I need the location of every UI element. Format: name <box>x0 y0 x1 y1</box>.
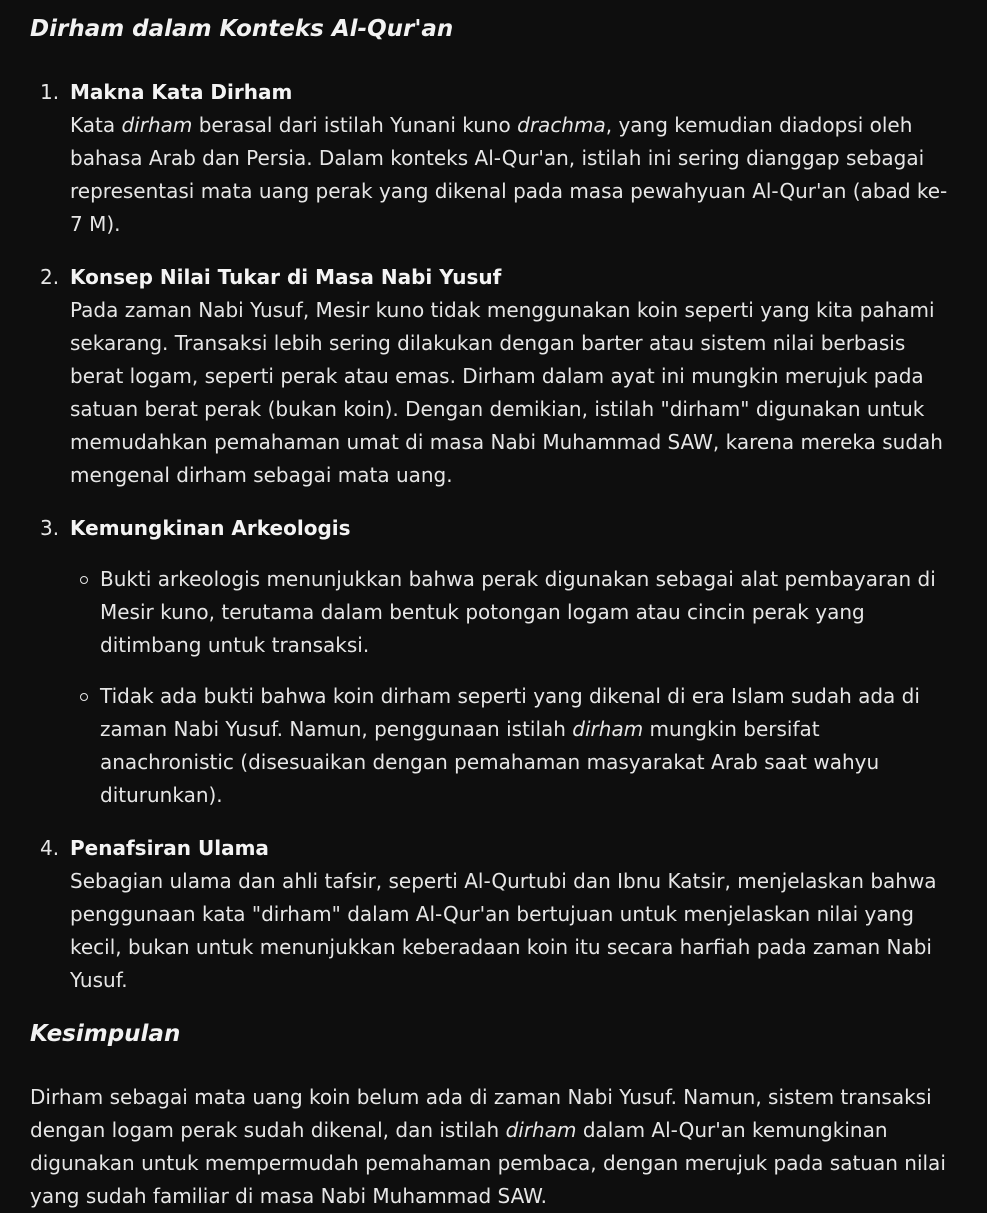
list-number: 1. <box>40 80 60 104</box>
italic-term: dirham <box>505 1118 577 1142</box>
numbered-list <box>30 76 957 997</box>
bullet-list <box>70 563 957 812</box>
italic-term: dirham <box>121 113 193 137</box>
hollow-bullet-icon <box>80 576 88 584</box>
text-run: dalam Al-Qur'an kemungkinan digunakan untuk mempermudah pemahaman pembaca, dengan merujuk pada satuan nilai yang sudah familiar di masa Nabi Muhammad SAW. <box>30 1118 946 1208</box>
italic-term: dirham <box>572 717 644 741</box>
list-item-3 <box>30 512 957 812</box>
item-text: Pada zaman Nabi Yusuf, Mesir kuno tidak menggunakan koin seperti yang kita pahami sekarang. Transaksi lebih sering dilakukan dengan barter atau sistem nilai berbasis berat logam, seperti perak atau emas. Dirham dalam ayat ini mungkin merujuk pada satuan berat perak (bukan koin). Dengan demikian, istilah "dirham" digunakan untuk memudahkan pemahaman umat di masa Nabi Muhammad SAW, karena mereka sudah mengenal dirham sebagai mata uang. <box>70 298 943 487</box>
item-title: Konsep Nilai Tukar di Masa Nabi Yusuf <box>70 265 502 289</box>
italic-term: drachma <box>517 113 606 137</box>
hollow-bullet-icon <box>80 693 88 701</box>
list-number: 2. <box>40 265 60 289</box>
text-run: Dirham sebagai mata uang koin belum ada di zaman Nabi Yusuf. Namun, sistem transaksi dengan logam perak sudah dikenal, dan istilah <box>30 1085 932 1142</box>
item-title: Kemungkinan Arkeologis <box>70 516 351 540</box>
list-item-4 <box>30 832 957 997</box>
bullet-item <box>70 680 957 812</box>
text-run: Kata <box>70 113 122 137</box>
bullet-text <box>100 684 920 807</box>
item-text <box>70 109 957 241</box>
text-run: mungkin bersifat anachronistic (disesuaikan dengan pemahaman masyarakat Arab saat wahyu diturunkan). <box>100 717 880 807</box>
section-heading-conclusion: Kesimpulan <box>30 1021 181 1047</box>
list-number: 3. <box>40 516 60 540</box>
text-run: berasal dari istilah Yunani kuno <box>192 113 518 137</box>
text-run: Tidak ada bukti bahwa koin dirham seperti yang dikenal di era Islam sudah ada di zaman Nabi Yusuf. Namun, penggunaan istilah <box>100 684 920 741</box>
text-run: , yang kemudian diadopsi oleh bahasa Arab dan Persia. Dalam konteks Al-Qur'an, istilah ini sering dianggap sebagai representasi mata uang perak yang dikenal pada masa pewahyuan Al-Qur'an (abad ke-7 M). <box>70 113 948 236</box>
bullet-item <box>70 563 957 662</box>
section-heading-context: Dirham dalam Konteks Al-Qur'an <box>30 16 454 42</box>
list-item-2 <box>30 261 957 492</box>
item-title: Makna Kata Dirham <box>70 80 293 104</box>
list-item-1 <box>30 76 957 241</box>
item-text: Sebagian ulama dan ahli tafsir, seperti Al-Qurtubi dan Ibnu Katsir, menjelaskan bahwa penggunaan kata "dirham" dalam Al-Qur'an bertujuan untuk menjelaskan nilai yang kecil, bukan untuk menunjukkan keberadaan koin itu secara harfiah pada zaman Nabi Yusuf. <box>70 869 937 992</box>
bullet-text: Bukti arkeologis menunjukkan bahwa perak digunakan sebagai alat pembayaran di Mesir kuno, terutama dalam bentuk potongan logam atau cincin perak yang ditimbang untuk transaksi. <box>100 567 936 657</box>
list-number: 4. <box>40 836 60 860</box>
item-title: Penafsiran Ulama <box>70 836 269 860</box>
conclusion-paragraph <box>30 1081 957 1213</box>
